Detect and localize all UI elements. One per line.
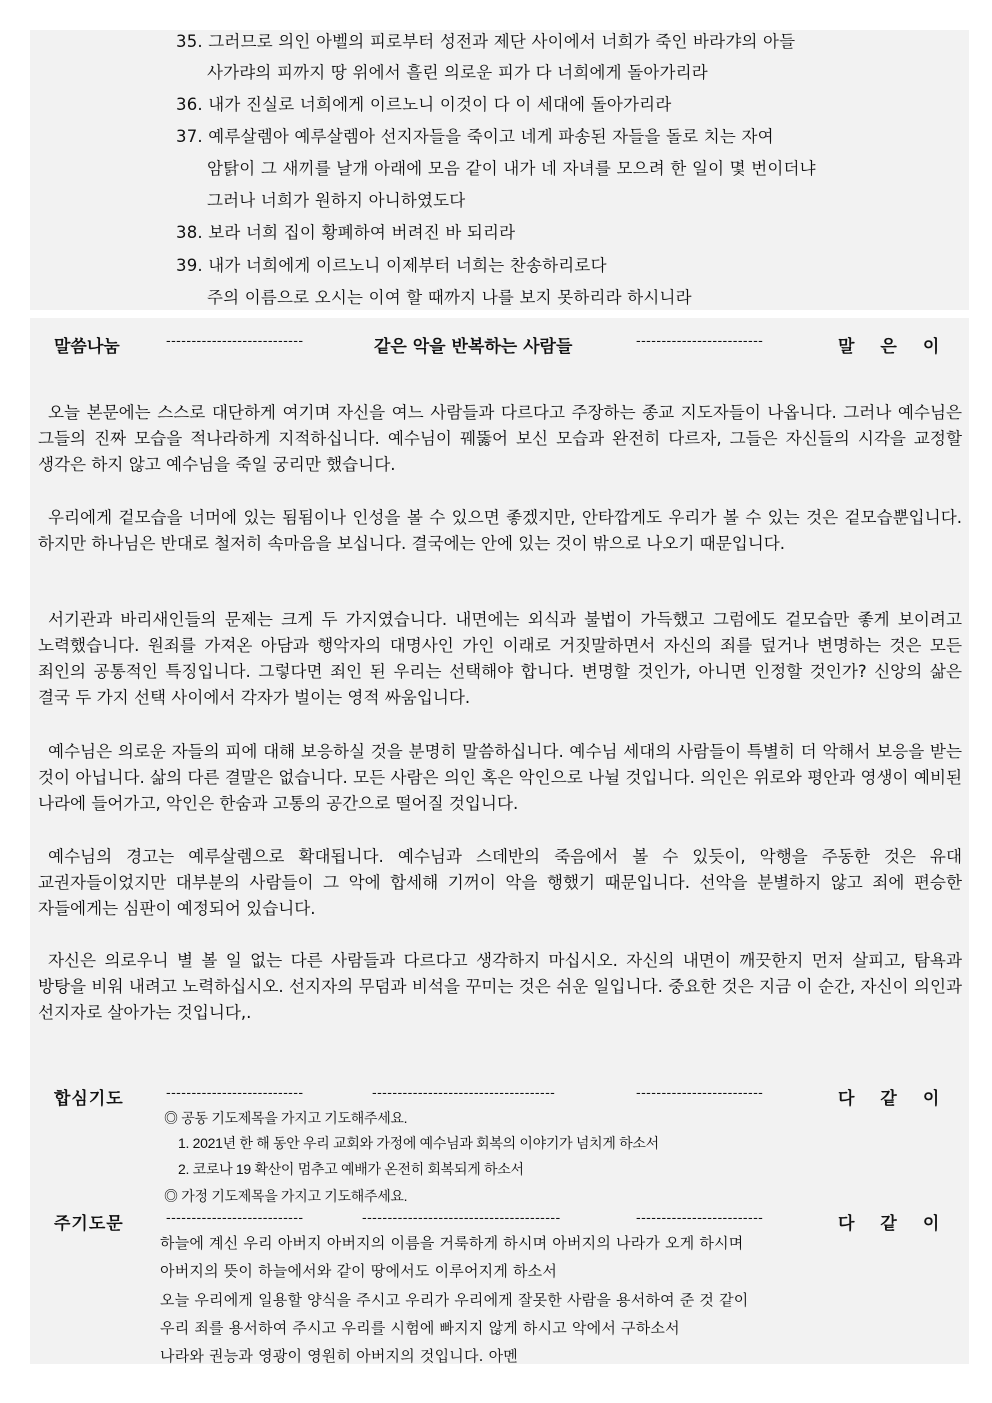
sermon-paragraph-1: 오늘 본문에는 스스로 대단하게 여기며 자신을 여느 사람들과 다르다고 주장하는 종교 지도자들이 나옵니다. 그러나 예수님은 그들의 진짜 모습을 적나라하게 지적하십니다. 예수님이 꿰뚫어 보신 모습과 완전히 다르자, 그들은 자신들의 시각을 교정할 생각은 하지 않고 예수님을 죽일 궁리만 했습니다. [38,403,963,474]
verse-37-cont: 암탉이 그 새끼를 날개 아래에 모음 같이 내가 네 자녀를 모으려 한 일이 몇 번이더냐 [207,159,816,178]
sermon-dash-left: --------------------------- [166,334,304,349]
prayer-dash-3: ------------------------- [636,1086,764,1101]
verse-37-cont-2: 그러나 너희가 원하지 아니하였도다 [207,191,466,210]
lords-prayer-line-1: 하늘에 계신 우리 아버지 아버지의 이름을 거룩하게 하시며 아버지의 나라가 오게 하시며 [160,1234,744,1252]
verse-37: 37. 예루살렘아 예루살렘아 선지자들을 죽이고 네게 파송된 자들을 돌로 치는 자여 [176,127,774,146]
sermon-dash-right: ------------------------- [636,334,764,349]
verse-35: 35. 그러므로 의인 아벨의 피로부터 성전과 제단 사이에서 너희가 죽인 바라갸의 아들 [176,32,796,51]
family-prayer-heading: ◎ 가정 기도제목을 가지고 기도해주세요. [164,1188,408,1204]
verse-39-cont: 주의 이름으로 오시는 이여 할 때까지 나를 보지 못하리라 하시니라 [207,288,692,307]
verse-39: 39. 내가 너희에게 이르노니 이제부터 너희는 찬송하리로다 [176,256,607,275]
lords-prayer-line-5: 나라와 권능과 영광이 영원히 아버지의 것입니다. 아멘 [160,1347,518,1365]
lords-prayer-dash-1: --------------------------- [166,1211,304,1226]
lords-prayer-dash-3: ------------------------- [636,1211,764,1226]
lords-prayer-line-2: 아버지의 뜻이 하늘에서와 같이 땅에서도 이루어지게 하소서 [160,1262,558,1280]
lords-prayer-line-3: 오늘 우리에게 일용할 양식을 주시고 우리가 우리에게 잘못한 사람을 용서하여 준 것 같이 [160,1291,749,1309]
prayer-item-1: 1. 2021년 한 해 동안 우리 교회와 가정에 예수님과 회복의 이야기가 넘치게 하소서 [178,1135,659,1151]
sermon-label: 말씀나눔 [54,337,120,357]
lords-prayer-dash-2: --------------------------------------- [362,1211,561,1226]
prayer-label: 합심기도 [54,1089,124,1109]
prayer-dash-2: ------------------------------------ [372,1086,556,1101]
sermon-title: 같은 악을 반복하는 사람들 [374,337,573,357]
lords-prayer-label: 주기도문 [54,1214,124,1234]
verse-36: 36. 내가 진실로 너희에게 이르노니 이것이 다 이 세대에 돌아가리라 [176,95,672,114]
lords-prayer-line-4: 우리 죄를 용서하여 주시고 우리를 시험에 빠지지 않게 하시고 악에서 구하소서 [160,1319,680,1337]
sermon-paragraph-2: 우리에게 겉모습을 너머에 있는 됨됨이나 인성을 볼 수 있으면 좋겠지만, 안타깝게도 우리가 볼 수 있는 것은 겉모습뿐입니다. 하지만 하나님은 반대로 철저히 속마음을 보십니다. 결국에는 안에 있는 것이 밖으로 나오기 때문입니다. [38,508,962,553]
sermon-paragraph-4: 예수님은 의로운 자들의 피에 대해 보응하실 것을 분명히 말씀하십니다. 예수님 세대의 사람들이 특별히 더 악해서 보응을 받는 것이 아닙니다. 삶의 다른 결말은 없습니다. 모든 사람은 의인 혹은 악인으로 나뉠 것입니다. 의인은 위로와 평안과 영생이 예비된 나라에 들어가고, 악인은 한숨과 고통의 공간으로 떨어질 것입니다. [38,742,962,813]
sermon-paragraph-6: 자신은 의로우니 별 볼 일 없는 다른 사람들과 다르다고 생각하지 마십시오. 자신의 내면이 깨끗한지 먼저 살피고, 탐욕과 방탕을 비워 내려고 노력하십시오. 선지자의 무덤과 비석을 꾸미는 것은 쉬운 일입니다. 중요한 것은 지금 이 순간, 자신이 의인과 선지자로 살아가는 것입니다,. [38,951,962,1022]
prayer-item-2: 2. 코로나 19 확산이 멈추고 예배가 온전히 회복되게 하소서 [178,1161,524,1177]
verse-35-cont: 사가랴의 피까지 땅 위에서 흘린 의로운 피가 다 너희에게 돌아가리라 [207,63,708,82]
sermon-speaker: 말은이 [838,337,966,357]
prayer-speaker: 다같이 [838,1089,966,1109]
lords-prayer-speaker: 다같이 [838,1214,966,1234]
prayer-dash-1: --------------------------- [166,1086,304,1101]
common-prayer-heading: ◎ 공동 기도제목을 가지고 기도해주세요. [164,1110,408,1126]
verse-38: 38. 보라 너희 집이 황폐하여 버려진 바 되리라 [176,223,516,242]
sermon-paragraph-3: 서기관과 바리새인들의 문제는 크게 두 가지였습니다. 내면에는 외식과 불법이 가득했고 그럼에도 겉모습만 좋게 보이려고 노력했습니다. 원죄를 가져온 아담과 행악자의 대명사인 가인 이래로 거짓말하면서 자신의 죄를 덮거나 변명하는 것은 모든 죄인의 공통적인 특징입니다. 그렇다면 죄인 된 우리는 선택해야 합니다. 변명할 것인가, 아니면 인정할 것인가? 신앙의 삶은 결국 두 가지 선택 사이에서 각자가 벌이는 영적 싸움입니다. [38,610,962,707]
sermon-paragraph-5: 예수님의 경고는 예루살렘으로 확대됩니다. 예수님과 스데반의 죽음에서 볼 수 있듯이, 악행을 주동한 것은 유대 교권자들이었지만 대부분의 사람들이 그 악에 합세해 기꺼이 악을 행했기 때문입니다. 선악을 분별하지 않고 죄에 편승한 자들에게는 심판이 예정되어 있습니다. [38,847,962,918]
